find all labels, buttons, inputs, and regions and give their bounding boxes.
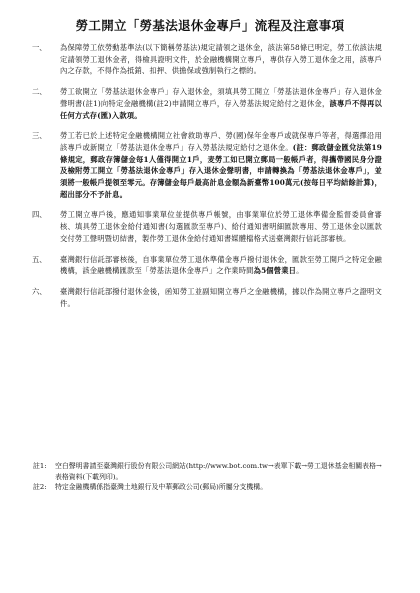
item-number: 一、 [32, 43, 47, 52]
list-item [32, 254, 382, 277]
item-text [60, 42, 382, 77]
page-title: 勞工開立「勞基法退休金專戶」流程及注意事項 [75, 18, 345, 33]
footnote-text: 特定金融機構係指臺灣土地銀行及中華郵政公司(郵局)所屬分支機構。 [55, 483, 268, 492]
text-segment: 臺灣銀行信託部審核後，自事業單位勞工退休準備金專戶撥付退休金，匯款至勞工開戶之特定金融機構，該金融機構匯款至「勞基法退休金專戶」之作業時間 [60, 254, 382, 276]
bold-text-segment: 該專戶不得再以任何方式存(匯)入款項。 [60, 98, 382, 120]
footnote-label: 註1: [33, 462, 47, 470]
bold-text-segment: 為5個營業日 [253, 266, 297, 276]
text-segment: 勞工開立專戶後，應通知事業單位並提供專戶帳號，由事業單位於勞工退休準備金監督委員會審核、填具勞工退休金給付通知書(勾選匯款至專戶)、給付通知書明細匯款專用、勞工退休金以匯款交付勞工聲明暨切結書，製作勞工退休金給付通知書媒體檔格式送臺灣銀行信託部審核。 [60, 210, 382, 243]
list-item [32, 42, 382, 77]
list-item [32, 209, 382, 244]
text-segment: 。 [296, 266, 304, 276]
item-list [32, 42, 382, 318]
list-item [32, 86, 382, 121]
item-number: 四、 [32, 210, 47, 220]
bold-text-segment: (註：郵政儲金匯兌法第19條規定，郵政存簿儲金每1人僅得開立1戶，麦勞工如已開立郵局一般帳戶者，得攜帶國民身分證及檢附勞工開立「勞基法退休金專戶」存入退休金聲明書，申請轉換為「勞基法退休金專戶」，並須將一般帳戶提領至零元。存簿儲金每戶最高計息金額為新臺幣100萬元(按每日平均結餘計算)，超出部分不予計息。 [60, 142, 382, 199]
text-segment: 臺灣銀行信託部撥付退休金後，函知勞工並副知開立專戶之金融機構，據以作為開立專戶之證明文件。 [60, 286, 382, 308]
footnote [33, 482, 382, 493]
item-text [60, 286, 382, 309]
footnotes [33, 461, 382, 493]
list-item [32, 286, 382, 309]
item-number: 五、 [32, 254, 47, 264]
list-item [32, 130, 382, 200]
footnote [33, 461, 382, 482]
item-text [60, 130, 382, 200]
item-number: 六、 [32, 286, 47, 296]
item-number: 三、 [32, 131, 47, 141]
item-text [60, 86, 382, 121]
item-text [60, 254, 382, 277]
footnote-label: 註2: [33, 483, 47, 492]
item-number: 二、 [32, 87, 47, 97]
text-segment: 勞工欲開立「勞基法退休金專戶」存入退休金，須填具勞工開立「勞基法退休金專戶」存入退休金聲明書(註1)向特定金融機構(註2)申請開立專戶，存入勞基法規定給付之退休金， [60, 87, 382, 108]
text-segment: 勞工若已於上述特定金融機構開立社會救助專戶、勞(國)保年金專戶或就保專戶等者，得選擇沿用該專戶或新開立「勞基法退休金專戶」存入勞基法規定給付之退休金。 [60, 131, 382, 152]
footnote-text: 空白聲明書請至臺灣銀行股份有限公司網站(http://www.bot.com.tw→表單下載→勞工退休基金相關表格→表格資料(下載列印)。 [55, 462, 382, 481]
text-segment: 為保障勞工依勞動基準法(以下簡稱勞基法)規定請領之退休金，該法第58條已明定，勞工依該法規定請領勞工退休金者，得檢具證明文件，於金融機構開立專戶，專供存入勞工退休金之用，該專戶內之存款，不得作為抵銷、扣押、供擔保或強制執行之標的。 [60, 43, 382, 76]
item-text [60, 209, 382, 244]
